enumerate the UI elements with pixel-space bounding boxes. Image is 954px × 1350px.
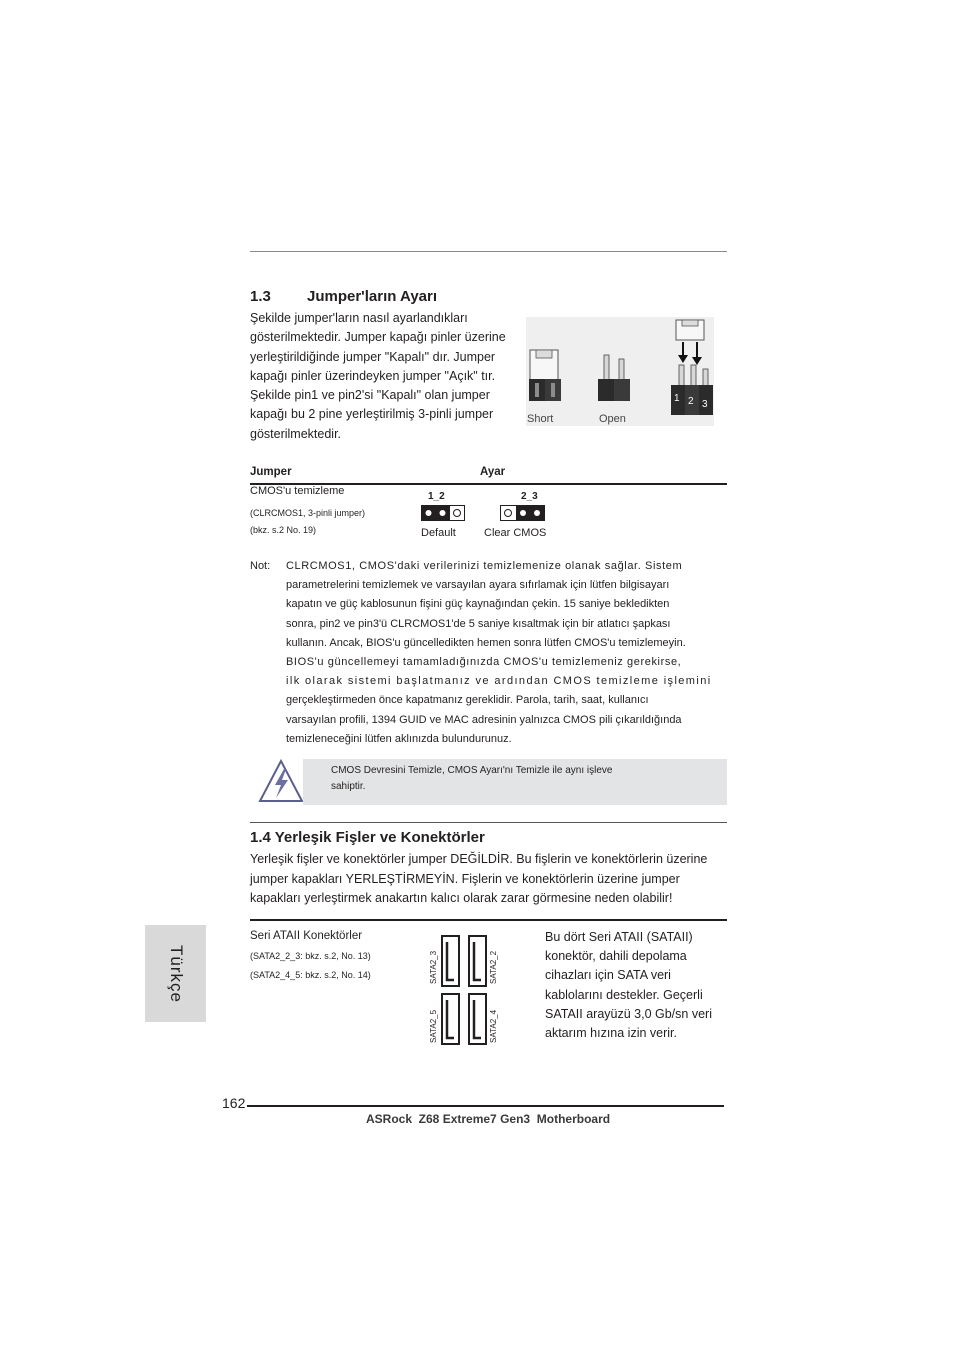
language-side-tab (145, 925, 206, 1022)
sata-sub2: (SATA2_4_5: bkz. s.2, No. 14) (250, 970, 371, 980)
top-rule (250, 251, 727, 252)
section-1-3-number: 1.3 (250, 288, 271, 305)
short-label: Short (527, 413, 554, 425)
sata2-2-label: SATA2_2 (489, 950, 498, 984)
cmos-row-sub2: (bkz. s.2 No. 19) (250, 525, 317, 535)
section-1-3-paragraph: Şekilde jumper'ların nasıl ayarlandıkları gösterilmektedir. Jumper kapağı pinler üzerine yerleştirildiğinde jumper "Kapalı" dır. Jumper kapağı pinler üzerindeyken jumper "Açık" tır. Şekilde pin1 ve pin2'si "Kapalı" olan jumper kapağı bu 2 pine yerleştirilmiş 3-pinli jumper gösterilmektedir. (250, 311, 506, 441)
cmos-row-name: CMOS'u temizleme (250, 485, 345, 497)
sata2-2-connector (469, 936, 486, 986)
warning-line-2: sahiptir. (331, 781, 366, 792)
footer-rule (247, 1105, 724, 1107)
clear-cmos-pin-label: 2_3 (521, 491, 538, 502)
language-side-tab-label: Türkçe (166, 944, 186, 1003)
section-1-3-title: Jumper'ların Ayarı (307, 288, 438, 305)
sata2-4-label: SATA2_4 (489, 1009, 498, 1043)
sata2-3-connector (442, 936, 459, 986)
open-label: Open (599, 413, 626, 425)
note-label: Not: (250, 560, 271, 572)
sata2-5-label: SATA2_5 (429, 1009, 438, 1043)
sata-table-rule (250, 919, 727, 921)
short-jumper-graphic (529, 350, 561, 401)
jumper-table-header-setting: Ayar (480, 466, 506, 478)
cmos-row-sub1: (CLRCMOS1, 3-pinli jumper) (250, 508, 366, 518)
sata2-3-label: SATA2_3 (429, 950, 438, 984)
pin-2-label: 2 (688, 396, 694, 407)
open-jumper-graphic (598, 355, 630, 401)
clear-cmos-caption: Clear CMOS (484, 527, 547, 539)
footer-product: ASRock Z68 Extreme7 Gen3 Motherboard (366, 1112, 611, 1126)
warning-line-1: CMOS Devresini Temizle, CMOS Ayarı'nı Temizle ile aynı işleve (331, 765, 613, 776)
sata-description: Bu dört Seri ATAII (SATAII) konektör, dahili depolama cihazları için SATA veri kablolarını destekler. Geçerli SATAII arayüzü 3,0 Gb/sn veri aktarım hızına izin verir. (545, 930, 712, 1041)
section-1-4-paragraph: Yerleşik fişler ve konektörler jumper DEĞİLDİR. Bu fişlerin ve konektörlerin üzerine jumper kapakları YERLEŞTİRMEYİN. Fişlerin ve konektörlerin üzerine jumper kapakları yerleştirmek anakartın kalıcı olarak zarar görmesine neden olabilir! (250, 852, 708, 905)
jumper-illustration (526, 317, 714, 426)
jumper-table-header-jumper: Jumper (250, 466, 292, 478)
sata-name: Seri ATAII Konektörler (250, 930, 363, 942)
sata2-4-connector (469, 994, 486, 1044)
default-pin-label: 1_2 (428, 491, 445, 502)
clear-cmos-jumper-graphic (500, 505, 545, 521)
sata2-5-connector (442, 994, 459, 1044)
section-1-4-title: 1.4 Yerleşik Fişler ve Konektörler (250, 829, 485, 846)
warning-box (303, 759, 727, 805)
sata-sub1: (SATA2_2_3: bkz. s.2, No. 13) (250, 951, 371, 961)
page-number: 162 (222, 1095, 246, 1111)
default-jumper-graphic (421, 505, 465, 521)
section-1-4-top-rule (250, 822, 727, 823)
default-caption: Default (421, 527, 456, 539)
warning-icon (258, 758, 304, 804)
pin-1-label: 1 (674, 393, 680, 404)
note-body: CLRCMOS1, CMOS'daki verilerinizi temizlemenize olanak sağlar. Sistem parametrelerini temizlemek ve varsayılan ayara sıfırlamak için lütfen bilgisayarı kapatın ve güç kablosunun fişini güç kaynağından çekin. 15 saniye bekledikten sonra, pin2 ve pin3'ü CLRCMOS1'de 5 saniye kısaltmak için bir atlatıcı şapkası kullanın. Ancak, BIOS'u güncelledikten hemen sonra lütfen CMOS'u temizlemeyin. BIOS'u güncellemeyi tamamladığınızda CMOS'u temizlemeniz gerekirse, ilk olarak sistemi başlatmanız ve ardından CMOS temizleme işlemini gerçekleştirmeden önce kapatmanız gereklidir. Parola, tarih, saat, kullanıcı varsayılan profili, 1394 GUID ve MAC adresinin yalnızca CMOS pili çıkarıldığında temizleneceğini lütfen aklınızda bulundurunuz. (286, 560, 712, 745)
pin-3-label: 3 (702, 399, 708, 410)
jumper-figure (526, 317, 714, 426)
